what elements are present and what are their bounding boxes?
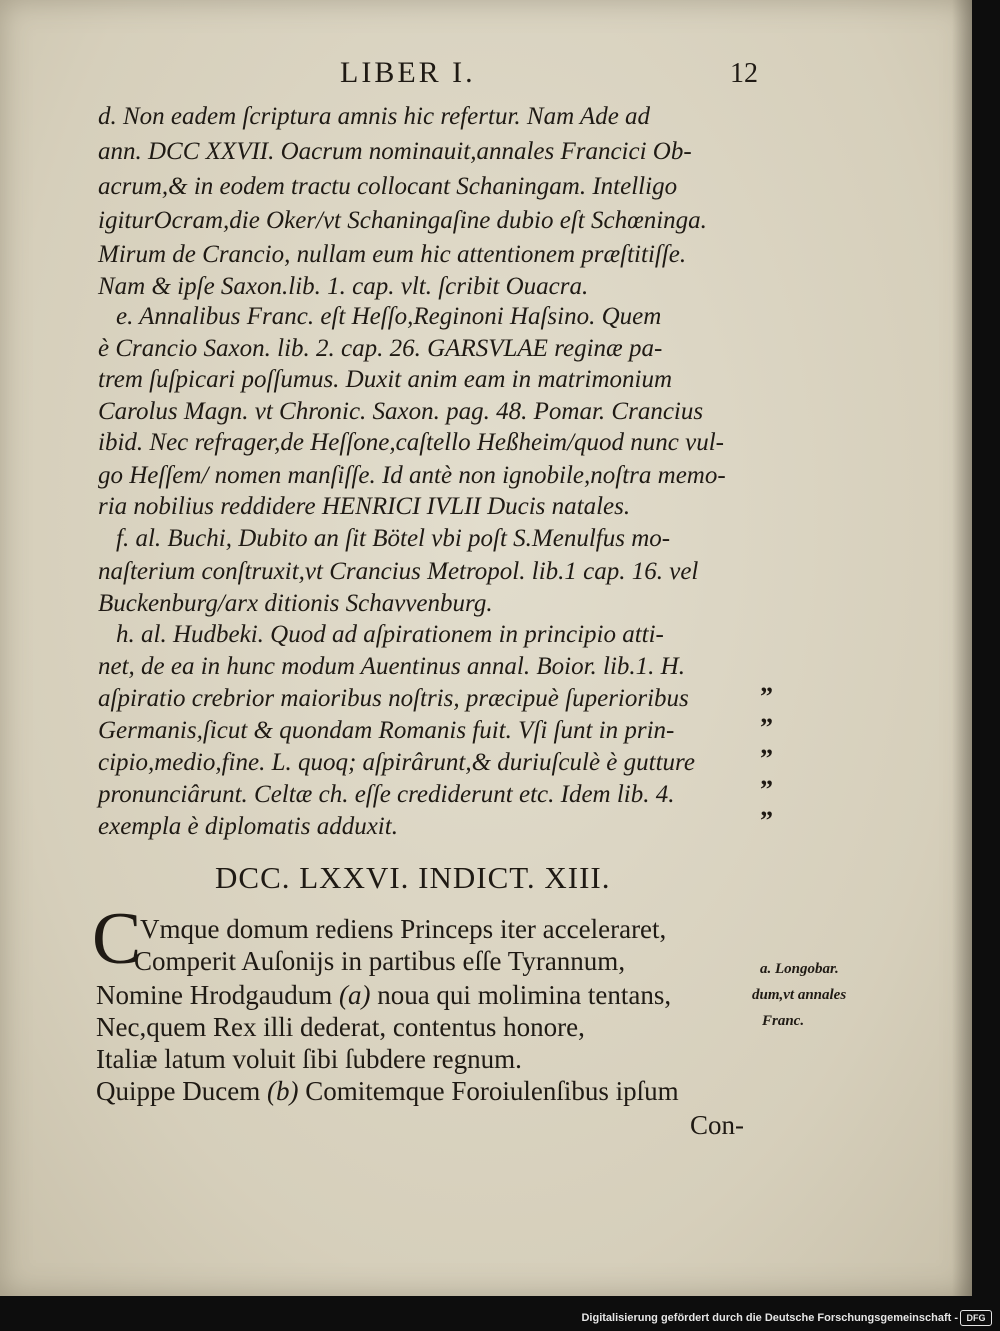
verse-line	[96, 1078, 679, 1105]
note-line: pronunciârunt. Celtæ ch. eſſe crediderunt etc. Idem lib. 4.	[98, 781, 675, 808]
note-line: Nam & ipſe Saxon.lib. 1. cap. vlt. ſcribit Ouacra.	[98, 273, 589, 300]
verse-text: Comitemque Foroiulenſibus ipſum	[298, 1076, 679, 1106]
note-line: naſterium conſtruxit,vt Crancius Metropol. lib.1 cap. 16. vel	[98, 558, 699, 585]
quotation-mark: ”	[760, 682, 773, 711]
note-line: trem ſuſpicari poſſumus. Duxit anim eam in matrimonium	[98, 366, 673, 393]
quotation-mark: ”	[760, 775, 773, 804]
note-line: Mirum de Crancio, nullam eum hic attentionem præſtitiſſe.	[98, 241, 687, 268]
verse-line: Nec,quem Rex illi dederat, contentus honore,	[96, 1012, 585, 1042]
page-edge-shadow	[952, 0, 972, 1296]
verse-text: Quippe Ducem	[96, 1076, 267, 1106]
verse-line: Italiæ latum voluit ſibi ſubdere regnum.	[96, 1044, 522, 1074]
margin-note: dum,vt annales	[752, 987, 847, 1003]
dfg-logo-icon: DFG	[960, 1310, 992, 1326]
section-heading: DCC. LXXVI. INDICT. XIII.	[215, 860, 611, 895]
note-line: exempla è diplomatis adduxit.	[98, 813, 398, 840]
note-line: ibid. Nec refrager,de Heſſone,caſtello Heßheim/quod nunc vul-	[98, 429, 725, 456]
drop-cap: C	[92, 898, 142, 980]
footnote-reference: (a)	[338, 980, 371, 1010]
note-line: igiturOcram,die Oker/vt Schaningaſine dubio eſt Schœninga.	[98, 207, 707, 234]
note-line: acrum,& in eodem tractu collocant Schaningam. Intelligo	[98, 173, 678, 200]
verse-line: Comperit Auſonijs in partibus eſſe Tyrannum,	[134, 946, 626, 976]
note-line: aſpiratio crebrior maioribus noſtris, præcipuè ſuperioribus	[98, 685, 689, 712]
note-line: Germanis,ſicut & quondam Romanis fuit. Vſi ſunt in prin-	[98, 717, 675, 744]
catchword: Con-	[690, 1110, 744, 1140]
quotation-mark: ”	[760, 744, 773, 773]
page-number: 12	[730, 58, 758, 89]
note-line: h. al. Hudbeki. Quod ad aſpirationem in principio atti-	[116, 621, 664, 648]
note-line: cipio,medio,fine. L. quoq; aſpirârunt,& duriuſculè è gutture	[98, 749, 695, 776]
quotation-mark: ”	[760, 713, 773, 742]
note-line: net, de ea in hunc modum Auentinus annal. Boior. lib.1. H.	[98, 653, 685, 680]
note-line: f. al. Buchi, Dubito an ſit Bötel vbi poſt S.Menulfus mo-	[116, 525, 671, 552]
margin-note: a. Longobar.	[760, 961, 839, 977]
verse-text: Nomine Hrodgaudum	[96, 980, 339, 1010]
note-line: e. Annalibus Franc. eſt Heſſo,Reginoni Haſsino. Quem	[116, 303, 662, 330]
note-line: ria nobilius reddidere HENRICI IVLII Ducis natales.	[98, 493, 631, 520]
verse-line	[96, 982, 671, 1009]
note-line: Carolus Magn. vt Chronic. Saxon. pag. 48. Pomar. Crancius	[98, 398, 704, 425]
margin-note: Franc.	[762, 1013, 805, 1029]
note-line: d. Non eadem ſcriptura amnis hic refertur. Nam Ade ad	[98, 103, 651, 130]
note-line: ann. DCC XXVII. Oacrum nominauit,annales Francici Ob-	[98, 138, 692, 165]
verse-text: noua qui molimina tentans,	[370, 980, 672, 1010]
note-line: go Heſſem/ nomen manſiſſe. Id antè non ignobile,noſtra memo-	[98, 462, 726, 489]
footnote-reference: (b)	[266, 1076, 299, 1106]
quotation-mark: ”	[760, 806, 773, 835]
footer-credit: Digitalisierung gefördert durch die Deutsche Forschungsgemeinschaft -	[581, 1312, 958, 1324]
note-line: è Crancio Saxon. lib. 2. cap. 26. GARSVLAE reginæ pa-	[98, 335, 663, 362]
running-head: LIBER I.	[340, 56, 476, 89]
note-line: Buckenburg/arx ditionis Schavvenburg.	[98, 590, 493, 617]
verse-line: Vmque domum rediens Princeps iter acceleraret,	[140, 914, 667, 944]
